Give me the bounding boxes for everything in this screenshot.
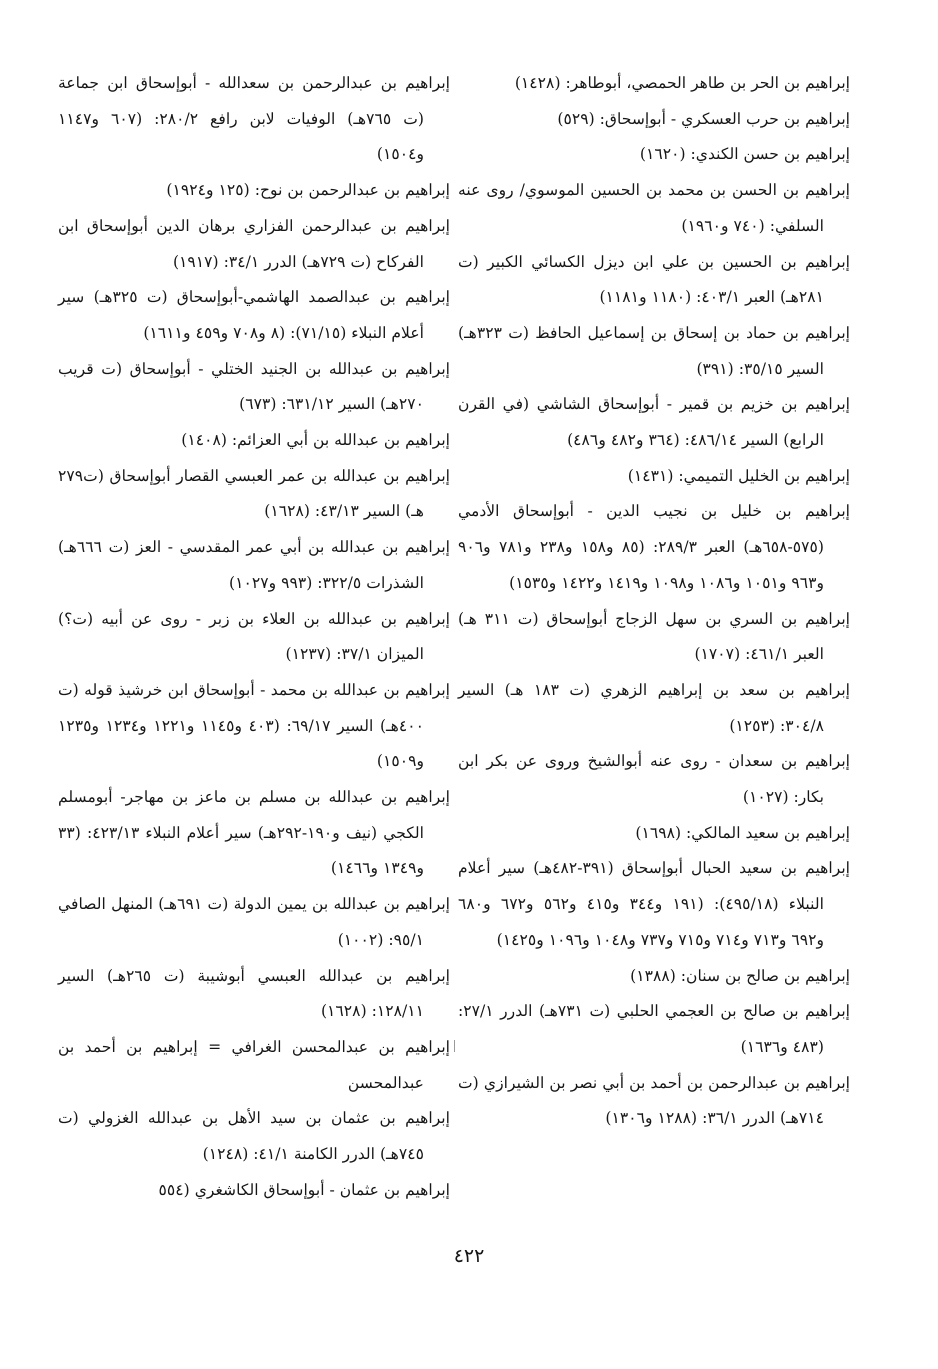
index-entry: إبراهيم بن عبدالله بن الجنيد الختلي - أبوإسحاق (ت قريب ٢٧٠هـ) السير ٦٣١/١٢: (٦٧٣) — [58, 359, 450, 414]
column-divider — [454, 1040, 455, 1052]
index-entry: إبراهيم بن عبدالرحمن بن سعدالله - أبوإسحاق ابن جماعة (ت ٧٦٥هـ) الوفيات لابن رافع ٢٨٠/٢: (٦٠٧ و١١٤٧ و١٥٠٤) — [58, 74, 450, 164]
index-entry: إبراهيم بن عبدالله بن أبي عمر المقدسي - العز (ت ٦٦٦هـ) الشذرات ٣٢٢/٥: (٩٩٣ و١٠٢٧) — [58, 538, 450, 592]
index-entry: إبراهيم بن عبدالرحمن بن أحمد بن أبي نصر بن الشيرازي (ت ٧١٤هـ) الدرر ٣٦/١: (١٢٨٨ و١٣٠٦) — [458, 1073, 850, 1128]
index-entry: إبراهيم بن الحسن بن محمد بن الحسين الموسوي/ روى عنه السلفي: (٧٤٠ و١٩٦٠) — [458, 181, 850, 235]
index-column-right — [458, 66, 850, 1137]
index-entry: إبراهيم بن عثمان - أبوإسحاق الكاشغري (٥٥٤ — [158, 1180, 450, 1199]
index-entry: إبراهيم بن صالح بن سنان: (١٣٨٨) — [630, 966, 850, 985]
index-entry: إبراهيم بن صالح بن العجمي الحلبي (ت ٧٣١هـ) الدرر ٢٧/١: (٤٨٣ و١٦٣٦) — [458, 1002, 850, 1056]
index-entry: إبراهيم بن الحر بن طاهر الحمصي، أبوطاهر: (١٤٢٨) — [514, 74, 850, 92]
index-entry: إبراهيم بن عبدالله بن عمر العبسي القصار أبوإسحاق (ت٢٧٩ هـ) السير ٤٣/١٣: (١٦٢٨) — [58, 466, 450, 521]
index-entry: إبراهيم بن سعيد الحبال أبوإسحاق (٣٩١-٤٨٢هـ) سير أعلام النبلاء (٤٩٥/١٨): (١٩١ و٣٤٤ و٤١٥ و٥٦٢ و٦٧٢ و٦٨٠ و٦٩٢ و٧١٣ و٧١٤ و٧١٥ و٧٣٧ و١٠٤٨ و١٠٩٦ و١٤٢٥) — [458, 859, 850, 949]
index-entry: إبراهيم بن عبدالرحمن بن نوح: (١٢٥ و١٩٢٤) — [166, 181, 450, 200]
index-entry: إبراهيم بن عبدالله بن يمين الدولة (ت ٦٩١هـ) المنهل الصافي ٩٥/١: (١٠٠٢) — [58, 895, 450, 949]
index-entry: إبراهيم بن حسن الكندي: (١٦٢٠) — [639, 145, 850, 164]
index-entry: إبراهيم بن عبدالله بن محمد - أبوإسحاق ابن خرشيذ قوله (ت ٤٠٠هـ) السير ٦٩/١٧: (٤٠٣ و١١٤٥ و١٢٢١ و١٢٣٤ و١٢٣٥ و١٥٠٩) — [58, 680, 450, 771]
index-entry: إبراهيم بن سعد بن إبراهيم الزهري (ت ١٨٣ هـ) السير ٣٠٤/٨: (١٢٥٣) — [458, 680, 850, 735]
index-entry: إبراهيم بن سعيد المالكي: (١٦٩٨) — [635, 823, 850, 842]
index-column-left — [58, 66, 450, 1209]
page-number: ٤٢٢ — [453, 1245, 485, 1267]
index-entry: إبراهيم بن خزيم بن قمير - أبوإسحاق الشاشي (في القرن الرابع) السير ٤٨٦/١٤: (٣٦٤ و٤٨٢ و٤٨٦) — [458, 395, 850, 450]
index-entry: إبراهيم بن حرب العسكري - أبوإسحاق: (٥٢٩) — [557, 109, 850, 128]
index-entry: إبراهيم بن عبدالله بن مسلم بن ماعز بن مهاجر- أبومسلم الكجي (نيف و١٩٠-٢٩٢هـ) سير أعلام النبلاء ٤٢٣/١٣: (٣٣ و١٣٤٩ و١٤٦٦) — [58, 788, 450, 878]
index-entry: إبراهيم بن حماد بن إسحاق بن إسماعيل الحافظ (ت ٣٢٣هـ) السير ٣٥/١٥: (٣٩١) — [458, 323, 850, 378]
index-entry: إبراهيم بن عبدالرحمن الفزاري برهان الدين أبوإسحاق ابن الفركاح (ت ٧٢٩هـ) الدرر ٣٤/١: (١٩١٧) — [58, 216, 450, 271]
index-entry: إبراهيم بن خليل بن نجيب الدين - أبوإسحاق الأدمي (٥٧٥-٦٥٨هـ) العبر ٢٨٩/٣: (٨٥ و١٥٨ و٢٣٨ و٧٨١ و٩٠٦ و٩٦٣ و١٠٥١ و١٠٨٦ و١٠٩٨ و١٤١٩ و١٤٢٢ و١٥٣٥) — [458, 502, 850, 592]
index-entry: إبراهيم بن عبدالمحسن الغرافي = إبراهيم بن أحمد بن عبدالمحسن — [58, 1037, 450, 1092]
index-entry: إبراهيم بن عبدالله بن العلاء بن زبر - روى عن أبيه (ت؟) الميزان ٣٧/١: (١٢٣٧) — [58, 609, 450, 664]
index-entry: إبراهيم بن الحسين بن علي ابن ديزل الكسائي الكبير (ت ٢٨١هـ) العبر ٤٠٣/١: (١١٨٠ و١١٨١) — [458, 252, 850, 307]
index-entry: إبراهيم بن السري بن سهل الزجاج أبوإسحاق (ت ٣١١ هـ) العبر ٤٦١/١: (١٧٠٧) — [458, 609, 850, 664]
index-entry: إبراهيم بن عثمان بن سيد الأهل بن عبدالله الغزولي (ت ٧٤٥هـ) الدرر الكامنة ٤١/١: (١٢٤٨) — [58, 1109, 450, 1164]
index-entry: إبراهيم بن الخليل التميمي: (١٤٣١) — [627, 466, 850, 485]
index-entry: إبراهيم بن عبدالله العبسي أبوشيبة (ت ٢٦٥هـ) السير ١٢٨/١١: (١٦٢٨) — [58, 966, 451, 1021]
index-entry: إبراهيم بن عبدالله بن أبي العزائم: (١٤٠٨) — [181, 431, 450, 450]
index-entry: إبراهيم بن سعدان - روى عنه أبوالشيخ وروى عن بكر ابن بكار: (١٠٢٧) — [458, 752, 850, 807]
index-entry: إبراهيم بن عبدالصمد الهاشمي-أبوإسحاق (ت ٣٢٥هـ) سير أعلام النبلاء (٧١/١٥): (٨ و٧٠٨ و٤٥٩ و١٦١١) — [58, 288, 450, 342]
